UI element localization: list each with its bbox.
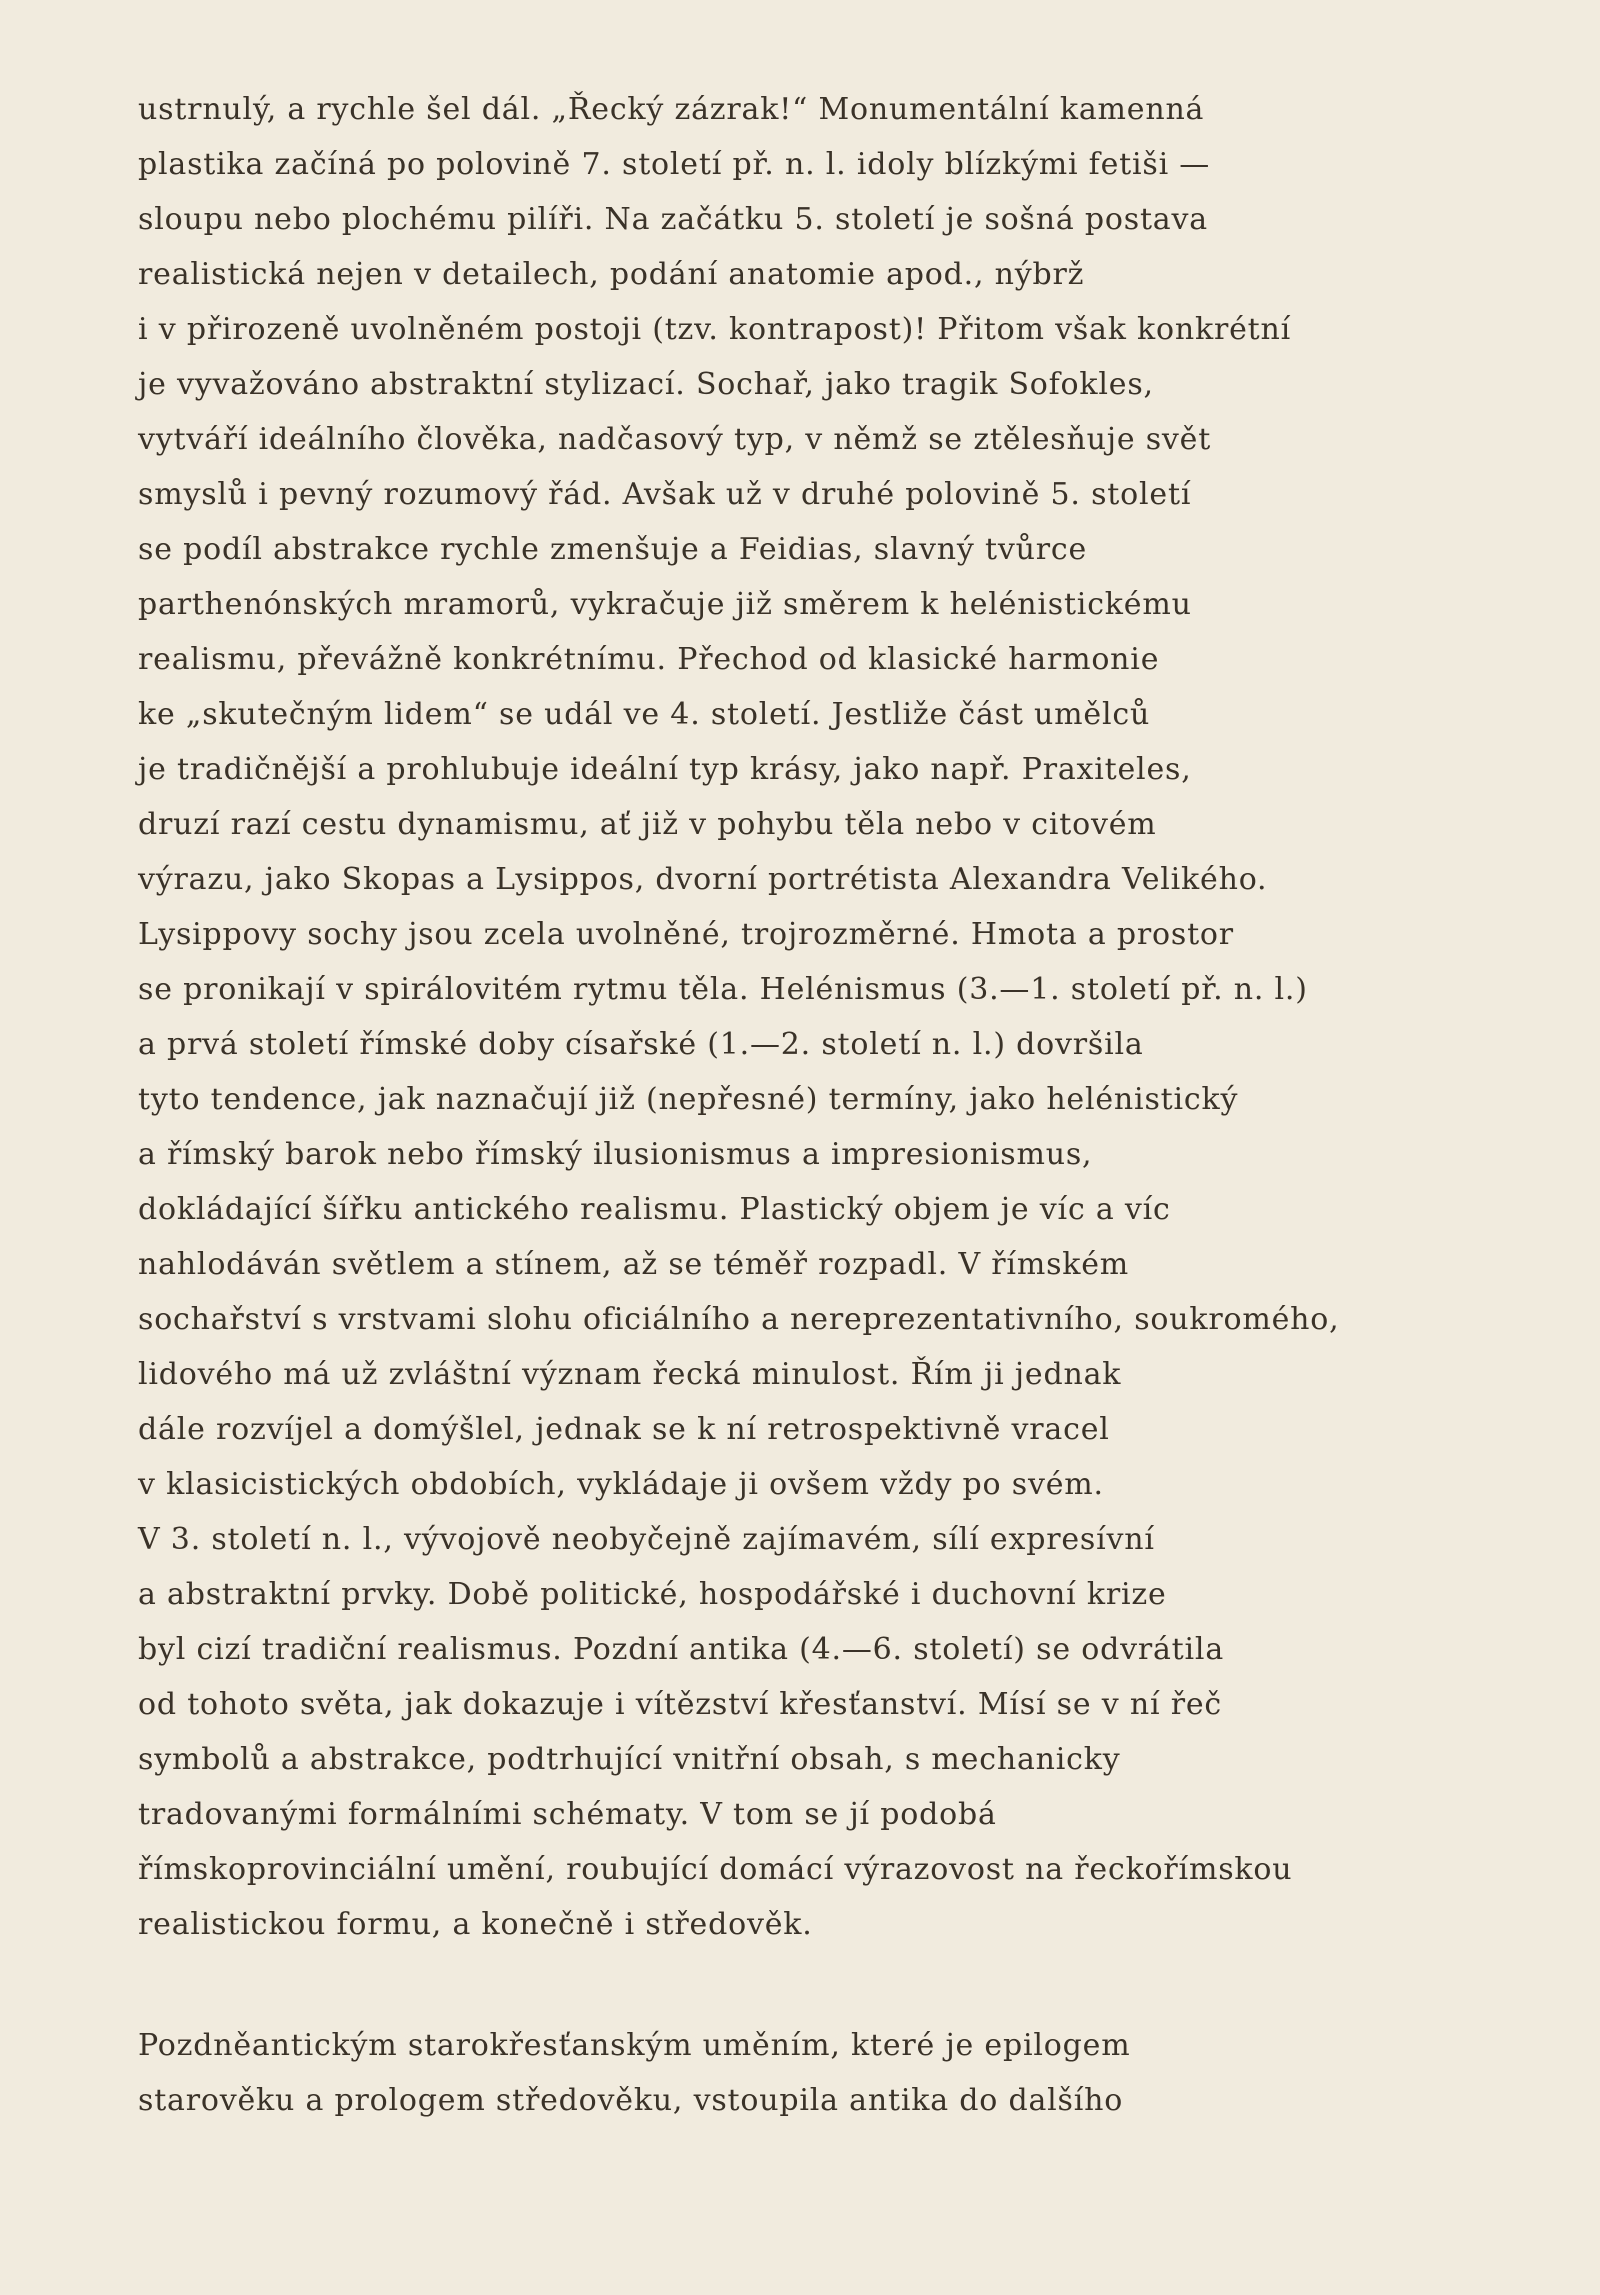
text-line: a římský barok nebo římský ilusionismus a impresionismus, (138, 1137, 1093, 1172)
text-line: je tradičnější a prohlubuje ideální typ krásy, jako např. Praxiteles, (138, 752, 1192, 787)
text-line: realistická nejen v detailech, podání anatomie apod., nýbrž (138, 257, 1085, 292)
text-line: od tohoto světa, jak dokazuje i vítězství křesťanství. Mísí se v ní řeč (138, 1687, 1222, 1722)
text-line: druzí razí cestu dynamismu, ať již v pohybu těla nebo v citovém (138, 807, 1157, 842)
text-line: ke „skutečným lidem“ se udál ve 4. století. Jestliže část umělců (138, 697, 1151, 732)
text-line: a abstraktní prvky. Době politické, hospodářské i duchovní krize (138, 1577, 1167, 1612)
text-line: v klasicistických obdobích, vykládaje ji ovšem vždy po svém. (138, 1467, 1104, 1502)
text-line: Lysippovy sochy jsou zcela uvolněné, trojrozměrné. Hmota a prostor (138, 917, 1234, 952)
text-line: smyslů i pevný rozumový řád. Avšak už v druhé polovině 5. století (138, 477, 1192, 512)
text-line: lidového má už zvláštní význam řecká minulost. Řím ji jednak (138, 1357, 1122, 1392)
text-line: a prvá století římské doby císařské (1.—2. století n. l.) dovršila (138, 1027, 1144, 1062)
text-line: sloupu nebo plochému pilíři. Na začátku 5. století je sošná postava (138, 202, 1208, 237)
text-line: se pronikají v spirálovitém rytmu těla. Helénismus (3.—1. století př. n. l.) (138, 972, 1308, 1007)
text-line: ustrnulý, a rychle šel dál. „Řecký zázrak!“ Monumentální kamenná (138, 92, 1205, 127)
text-line: výrazu, jako Skopas a Lysippos, dvorní portrétista Alexandra Velikého. (138, 862, 1268, 897)
text-line: tyto tendence, jak naznačují již (nepřesné) termíny, jako helénistický (138, 1082, 1239, 1117)
text-line: i v přirozeně uvolněném postoji (tzv. kontrapost)! Přitom však konkrétní (138, 312, 1292, 347)
text-line: dále rozvíjel a domýšlel, jednak se k ní retrospektivně vracel (138, 1412, 1110, 1447)
paragraph-next (138, 2018, 1538, 2128)
text-line: symbolů a abstrakce, podtrhující vnitřní obsah, s mechanicky (138, 1742, 1121, 1777)
text-line: nahlodáván světlem a stínem, až se téměř rozpadl. V římském (138, 1247, 1130, 1282)
text-line: plastika začíná po polovině 7. století př. n. l. idoly blízkými fetiši — (138, 147, 1211, 182)
text-line: byl cizí tradiční realismus. Pozdní antika (4.—6. století) se odvrátila (138, 1632, 1224, 1667)
text-line: je vyvažováno abstraktní stylizací. Sochař, jako tragik Sofokles, (138, 367, 1154, 402)
text-line: V 3. století n. l., vývojově neobyčejně zajímavém, sílí expresívní (138, 1522, 1155, 1557)
text-line: římskoprovinciální umění, roubující domácí výrazovost na řeckořímskou (138, 1852, 1293, 1887)
text-line: vytváří ideálního člověka, nadčasový typ, v němž se ztělesňuje svět (138, 422, 1212, 457)
text-line: parthenónských mramorů, vykračuje již směrem k helénistickému (138, 587, 1192, 622)
text-line: realistickou formu, a konečně i středověk. (138, 1907, 813, 1942)
text-line: se podíl abstrakce rychle zmenšuje a Feidias, slavný tvůrce (138, 532, 1088, 567)
paragraph-main (138, 82, 1538, 1952)
text-line: tradovanými formálními schématy. V tom se jí podobá (138, 1797, 997, 1832)
text-line: dokládající šířku antického realismu. Plastický objem je víc a víc (138, 1192, 1171, 1227)
text-line: sochařství s vrstvami slohu oficiálního a nereprezentativního, soukromého, (138, 1302, 1340, 1337)
text-line: starověku a prologem středověku, vstoupila antika do dalšího (138, 2083, 1124, 2118)
text-line: Pozdněantickým starokřesťanským uměním, které je epilogem (138, 2028, 1131, 2063)
text-line: realismu, převážně konkrétnímu. Přechod od klasické harmonie (138, 642, 1160, 677)
